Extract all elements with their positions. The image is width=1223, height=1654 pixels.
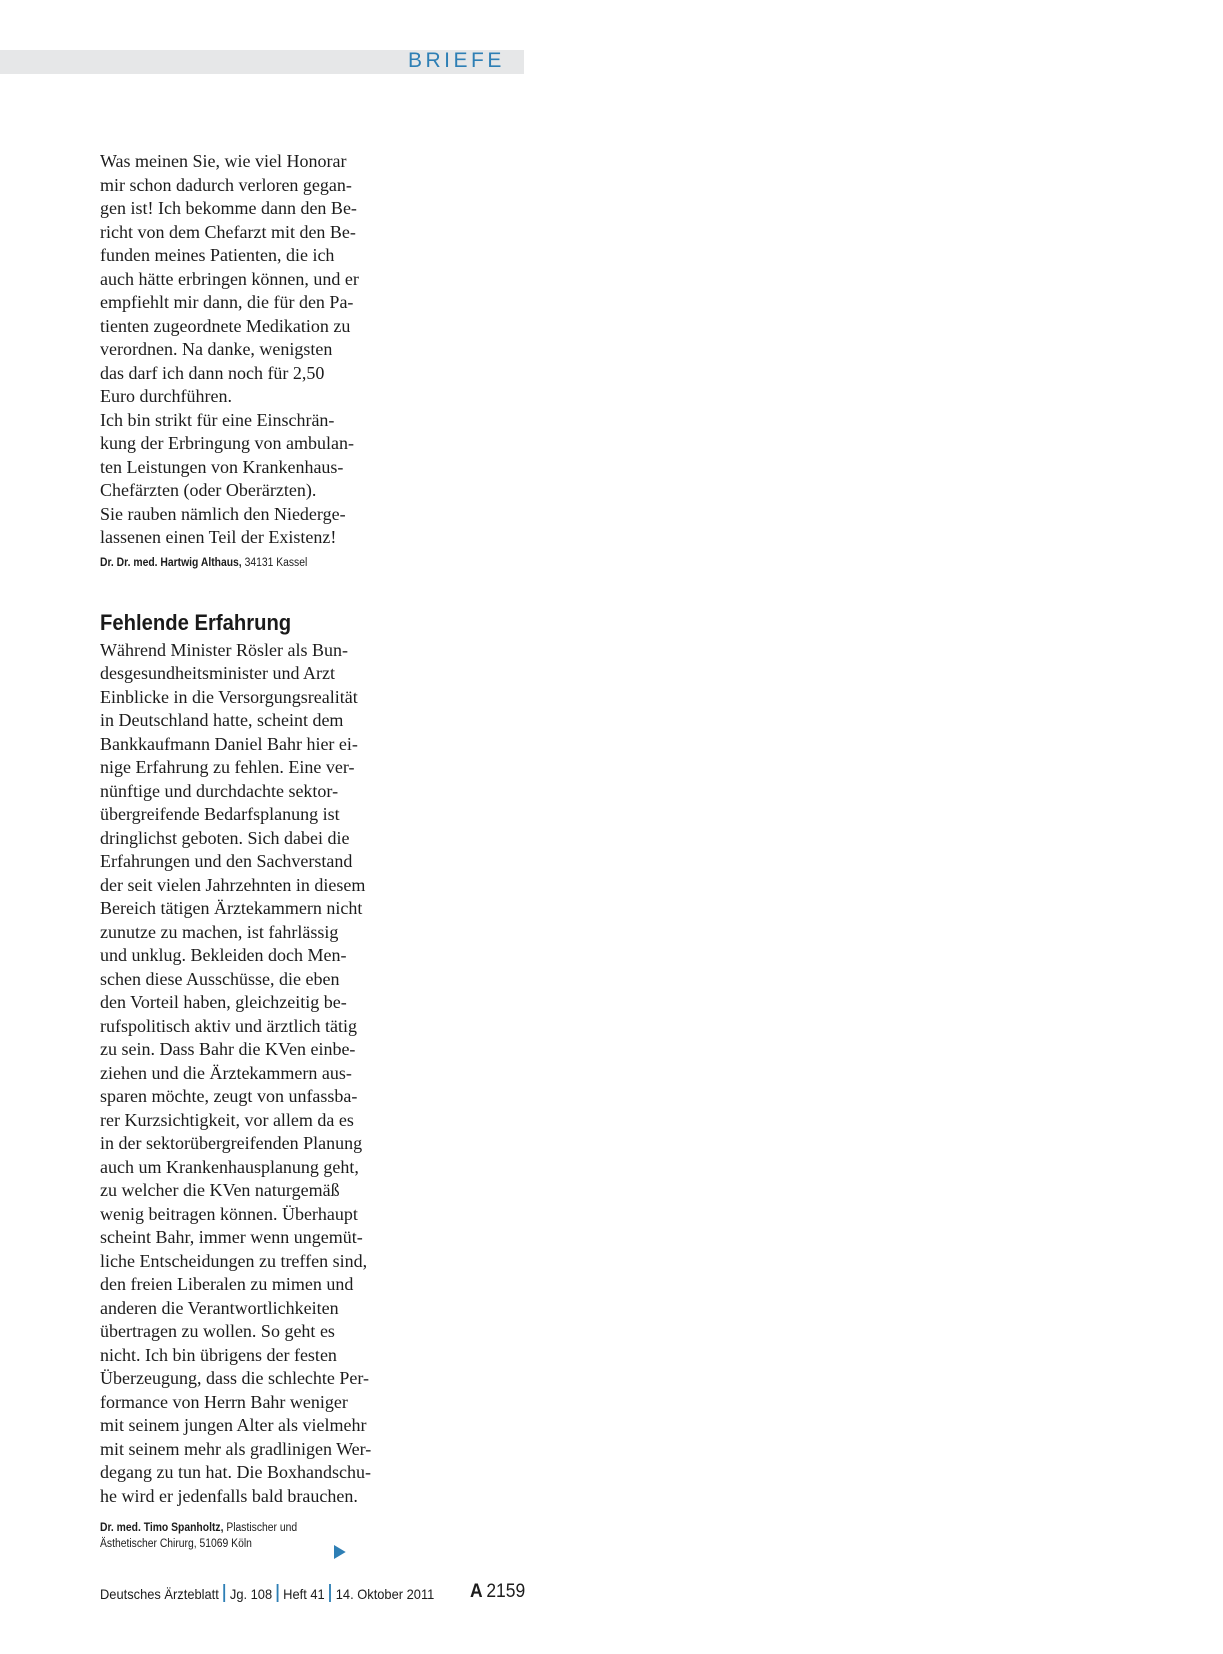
text-line: zu welcher die KVen naturgemäß	[100, 1180, 340, 1200]
text-line: in Deutschland hatte, scheint dem	[100, 710, 344, 730]
text-line: Euro durchführen.	[100, 386, 232, 406]
text-line: degang zu tun hat. Die Boxhandschu-	[100, 1462, 371, 1482]
text-line: Erfahrungen und den Sachverstand	[100, 851, 353, 871]
text-line: mit seinem mehr als gradlinigen Wer-	[100, 1438, 372, 1459]
text-line: Einblicke in die Versorgungsrealität	[100, 686, 358, 707]
text-line: schen diese Ausschüsse, die eben	[100, 968, 340, 989]
text-line: nünftige und durchdachte sektor-	[100, 780, 339, 801]
footer-divider	[329, 1584, 331, 1602]
text-line: ziehen und die Ärztekammern aus-	[100, 1062, 352, 1083]
text-line: verordnen. Na danke, wenigsten	[100, 339, 333, 359]
text-line: mit seinem jungen Alter als vielmehr	[100, 1415, 367, 1435]
journal-name: Deutsches Ärzteblatt	[100, 1586, 219, 1602]
text-line: und unklug. Bekleiden doch Men-	[100, 945, 347, 965]
text-line: Während Minister Rösler als Bun-	[100, 639, 348, 660]
text-line: scheint Bahr, immer wenn ungemüt-	[100, 1227, 363, 1247]
text-line: rufspolitisch aktiv und ärztlich tätig	[100, 1015, 357, 1036]
text-line: tienten zugeordnete Medikation zu	[100, 315, 351, 336]
text-line: lassenen einen Teil der Existenz!	[100, 527, 337, 547]
text-line: auch um Krankenhausplanung geht,	[100, 1156, 359, 1177]
text-line: dringlichst geboten. Sich dabei die	[100, 827, 350, 848]
text-line: Bereich tätigen Ärztekammern nicht	[100, 898, 363, 918]
text-line: zu sein. Dass Bahr die KVen einbe-	[100, 1039, 356, 1059]
letter-1-body	[100, 150, 380, 550]
article-heading: Fehlende Erfahrung	[100, 609, 292, 635]
text-line: Sie rauben nämlich den Niederge-	[100, 503, 346, 524]
text-line: gen ist! Ich bekomme dann den Be-	[100, 198, 357, 218]
page-footer	[100, 1582, 434, 1606]
text-line: auch hätte erbringen können, und er	[100, 268, 359, 289]
author-place: 34131 Kassel	[244, 556, 308, 569]
letter-1	[100, 150, 380, 571]
text-line: den Vorteil haben, gleichzeitig be-	[100, 992, 347, 1012]
page-number-value: 2159	[486, 1581, 526, 1602]
text-line: kung der Erbringung von ambulan-	[100, 433, 354, 453]
footer-divider	[277, 1584, 279, 1602]
text-line: sparen möchte, zeugt von unfassba-	[100, 1086, 358, 1106]
page-number	[470, 1579, 525, 1605]
text-line: Überzeugung, dass die schlechte Per-	[100, 1368, 370, 1388]
text-line: wenig beitragen können. Überhaupt	[100, 1203, 358, 1224]
text-line: in der sektorübergreifenden Planung	[100, 1133, 363, 1153]
text-line: übertragen zu wollen. So geht es	[100, 1321, 335, 1341]
author-role: Plastischer und	[226, 1522, 298, 1534]
text-line: das darf ich dann noch für 2,50	[100, 362, 325, 383]
text-line: der seit vielen Jahrzehnten in diesem	[100, 874, 366, 895]
text-line: Was meinen Sie, wie viel Honorar	[100, 151, 347, 171]
text-line: rer Kurzsichtigkeit, vor allem da es	[100, 1109, 354, 1130]
author-role-line-2: Ästhetischer Chirurg, 51069 Köln	[100, 1538, 252, 1550]
text-line: nicht. Ich bin übrigens der festen	[100, 1344, 337, 1365]
text-line: empfiehlt mir dann, die für den Pa-	[100, 292, 354, 312]
issue-date: 14. Oktober 2011	[335, 1586, 435, 1602]
text-line: übergreifende Bedarfsplanung ist	[100, 804, 340, 824]
text-line: formance von Herrn Bahr weniger	[100, 1391, 348, 1412]
journal-volume: Jg. 108	[229, 1586, 273, 1602]
letters-column	[100, 150, 380, 1552]
author-name: Dr. med. Timo Spanholtz,	[100, 1522, 224, 1534]
text-line: nige Erfahrung zu fehlen. Eine ver-	[100, 757, 355, 777]
author-name: Dr. Dr. med. Hartwig Althaus,	[100, 556, 242, 569]
letter-2-signature	[100, 1520, 352, 1552]
letter-1-signature	[100, 555, 352, 571]
journal-issue: Heft 41	[283, 1586, 325, 1602]
text-line: ten Leistungen von Krankenhaus-	[100, 456, 344, 477]
text-line: he wird er jedenfalls bald brauchen.	[100, 1485, 358, 1506]
text-line: funden meines Patienten, die ich	[100, 245, 335, 265]
text-line: anderen die Verantwortlichkeiten	[100, 1297, 339, 1318]
section-label: BRIEFE	[408, 49, 505, 72]
text-line: den freien Liberalen zu mimen und	[100, 1274, 354, 1294]
page-prefix: A	[470, 1581, 483, 1602]
text-line: liche Entscheidungen zu treffen sind,	[100, 1250, 368, 1271]
text-line: zunutze zu machen, ist fahrlässig	[100, 921, 339, 942]
text-line: desgesundheitsminister und Arzt	[100, 663, 335, 683]
text-line: Chefärzten (oder Oberärzten).	[100, 480, 317, 500]
text-line: richt von dem Chefarzt mit den Be-	[100, 221, 356, 242]
letter-2	[100, 609, 380, 1553]
letter-2-body	[100, 639, 380, 1509]
triangle-right-icon	[334, 1545, 346, 1559]
footer-divider	[223, 1584, 225, 1602]
text-line: mir schon dadurch verloren gegan-	[100, 174, 352, 195]
text-line: Bankkaufmann Daniel Bahr hier ei-	[100, 733, 358, 754]
text-line: Ich bin strikt für eine Einschrän-	[100, 409, 335, 430]
